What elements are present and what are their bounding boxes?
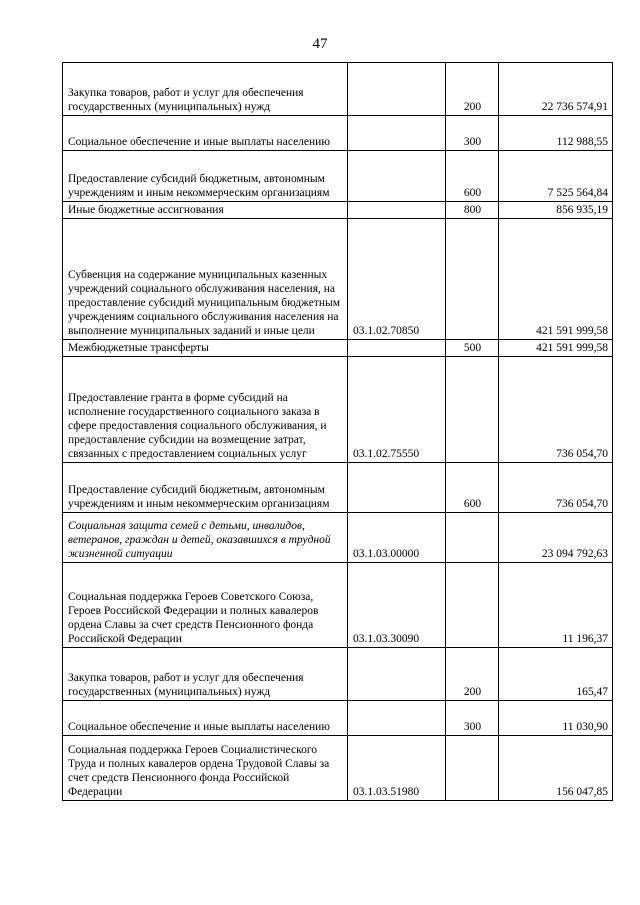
- row-sum: 7 525 564,84: [499, 151, 613, 202]
- row-code: [348, 701, 446, 736]
- budget-table: [62, 62, 613, 801]
- table-row: [63, 340, 613, 357]
- row-code: 03.1.03.51980: [348, 736, 446, 801]
- row-sum: 11 030,90: [499, 701, 613, 736]
- row-expense-type: 200: [446, 648, 499, 701]
- row-code: 03.1.02.75550: [348, 357, 446, 463]
- row-name: Социальная поддержка Героев Социалистического Труда и полных кавалеров ордена Трудовой Славы за счет средств Пенсионного фонда Российской Федерации: [63, 736, 348, 801]
- row-code: [348, 202, 446, 219]
- row-expense-type: [446, 357, 499, 463]
- row-expense-type: [446, 563, 499, 648]
- row-name: Межбюджетные трансферты: [63, 340, 348, 357]
- table-row: [63, 701, 613, 736]
- row-sum: 856 935,19: [499, 202, 613, 219]
- row-code: [348, 340, 446, 357]
- row-code: 03.1.03.30090: [348, 563, 446, 648]
- table-row: [63, 116, 613, 151]
- row-sum: 736 054,70: [499, 357, 613, 463]
- row-expense-type: 500: [446, 340, 499, 357]
- page-number: 47: [312, 36, 328, 52]
- table-row: [63, 151, 613, 202]
- row-sum: 156 047,85: [499, 736, 613, 801]
- row-name: Социальное обеспечение и иные выплаты населению: [63, 701, 348, 736]
- row-expense-type: 600: [446, 463, 499, 513]
- row-sum: 11 196,37: [499, 563, 613, 648]
- row-expense-type: 800: [446, 202, 499, 219]
- table-row: [63, 357, 613, 463]
- row-expense-type: 300: [446, 116, 499, 151]
- row-name: Субвенция на содержание муниципальных казенных учреждений социального обслуживания населения, на предоставление субсидий муниципальным бюджетным учреждениям социального обслуживания населения на выполнение муниципальных заданий и иные цели: [63, 219, 348, 340]
- row-code: 03.1.02.70850: [348, 219, 446, 340]
- row-expense-type: 200: [446, 63, 499, 116]
- table-row: [63, 513, 613, 563]
- row-name: Предоставление гранта в форме субсидий на исполнение государственного социального заказа в сфере предоставления социального обслуживания, и предоставление субсидии на возмещение затрат, связанных с предоставлением социальных услуг: [63, 357, 348, 463]
- row-code: [348, 648, 446, 701]
- row-name: Закупка товаров, работ и услуг для обеспечения государственных (муниципальных) нужд: [63, 63, 348, 116]
- row-name: Закупка товаров, работ и услуг для обеспечения государственных (муниципальных) нужд: [63, 648, 348, 701]
- row-code: [348, 151, 446, 202]
- row-code: [348, 463, 446, 513]
- row-expense-type: [446, 219, 499, 340]
- table-row: [63, 63, 613, 116]
- row-sum: 421 591 999,58: [499, 340, 613, 357]
- row-code: [348, 116, 446, 151]
- row-expense-type: 600: [446, 151, 499, 202]
- row-sum: 736 054,70: [499, 463, 613, 513]
- row-sum: 421 591 999,58: [499, 219, 613, 340]
- row-sum: 112 988,55: [499, 116, 613, 151]
- table-row: [63, 463, 613, 513]
- row-expense-type: [446, 513, 499, 563]
- row-sum: 22 736 574,91: [499, 63, 613, 116]
- row-name: Социальная защита семей с детьми, инвалидов, ветеранов, граждан и детей, оказавшихся в трудной жизненной ситуации: [63, 513, 348, 563]
- row-name: Предоставление субсидий бюджетным, автономным учреждениям и иным некоммерческим организациям: [63, 151, 348, 202]
- row-name: Иные бюджетные ассигнования: [63, 202, 348, 219]
- row-sum: 165,47: [499, 648, 613, 701]
- table-row: [63, 736, 613, 801]
- row-code: [348, 63, 446, 116]
- table-row: [63, 648, 613, 701]
- row-sum: 23 094 792,63: [499, 513, 613, 563]
- row-name: Социальное обеспечение и иные выплаты населению: [63, 116, 348, 151]
- table-row: [63, 563, 613, 648]
- row-expense-type: 300: [446, 701, 499, 736]
- row-name: Предоставление субсидий бюджетным, автономным учреждениям и иным некоммерческим организациям: [63, 463, 348, 513]
- row-code: 03.1.03.00000: [348, 513, 446, 563]
- row-expense-type: [446, 736, 499, 801]
- row-name: Социальная поддержка Героев Советского Союза, Героев Российской Федерации и полных кавалеров ордена Славы за счет средств Пенсионного фонда Российской Федерации: [63, 563, 348, 648]
- table-row: [63, 219, 613, 340]
- table-row: [63, 202, 613, 219]
